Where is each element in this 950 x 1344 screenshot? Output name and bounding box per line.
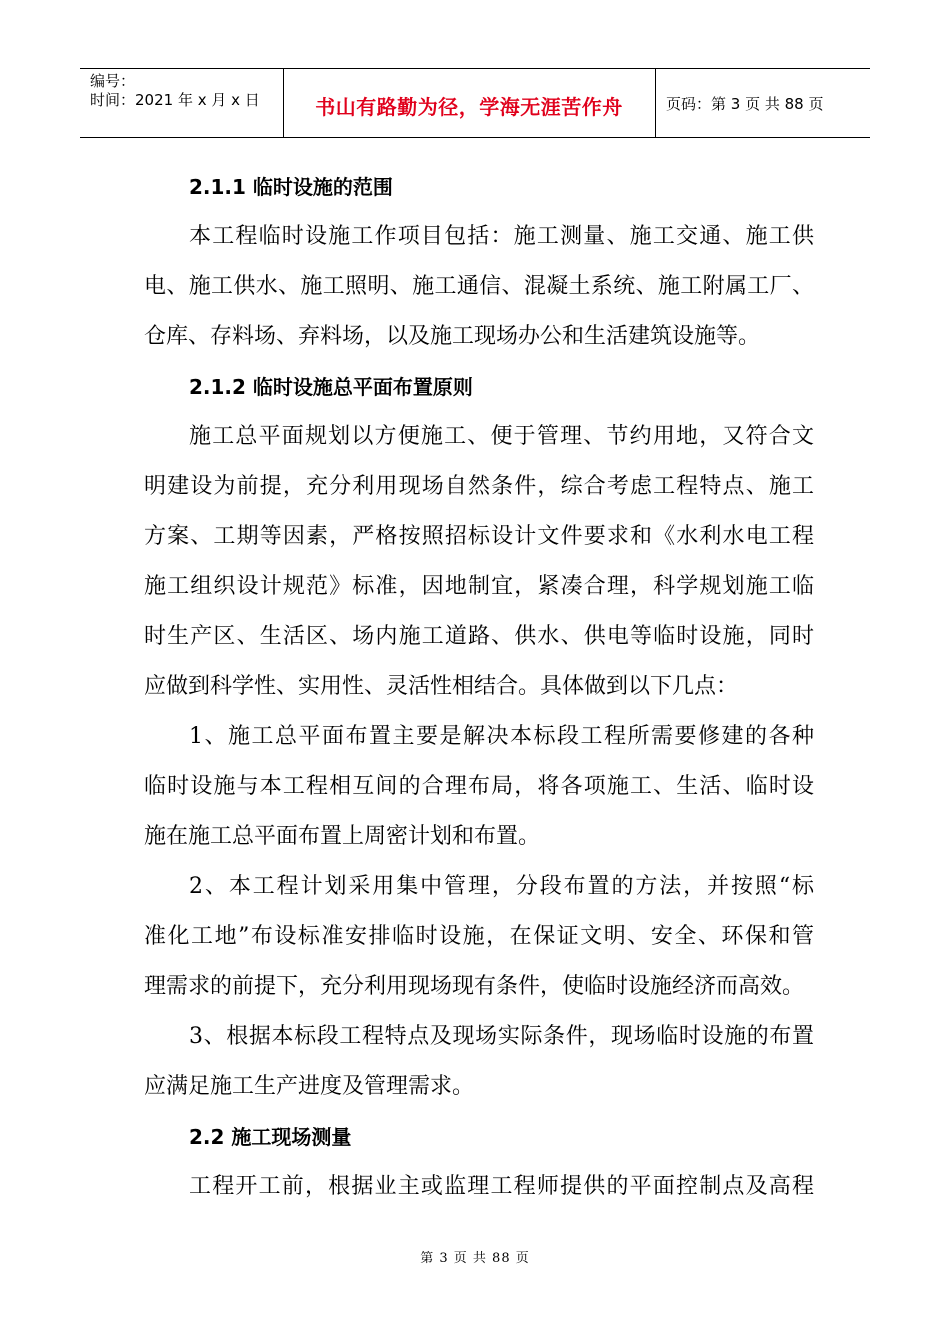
list-item-1-line: 临时设施与本工程相互间的合理布局，将各项施工、生活、临时设 (144, 774, 814, 799)
list-item-1-line: 施在施工总平面布置上周密计划和布置。 (144, 824, 541, 849)
list-item-3-line: 3、根据本标段工程特点及现场实际条件，现场临时设施的布置 (189, 1024, 814, 1049)
paragraph-line: 方案、工期等因素，严格按照招标设计文件要求和《水利水电工程 (144, 524, 814, 549)
document-number-label: 编号： (90, 72, 136, 90)
document-time-label: 时间：2021 年 x 月 x 日 (90, 91, 260, 109)
page-header (80, 68, 870, 138)
section-heading-2-1-2: 2.1.2 临时设施总平面布置原则 (189, 375, 473, 399)
list-item-2-line: 准化工地”布设标准安排临时设施，在保证文明、安全、环保和管 (144, 924, 814, 949)
page-footer: 第 3 页 共 88 页 (420, 1251, 530, 1266)
paragraph-line: 施工组织设计规范》标准，因地制宜，紧凑合理，科学规划施工临 (144, 574, 814, 599)
paragraph-line: 工程开工前，根据业主或监理工程师提供的平面控制点及高程 (189, 1174, 814, 1199)
paragraph-line: 本工程临时设施工作项目包括：施工测量、施工交通、施工供 (189, 224, 814, 249)
header-meta-cell (80, 69, 284, 137)
paragraph-line: 应做到科学性、实用性、灵活性相结合。具体做到以下几点： (144, 674, 739, 699)
paragraph-line: 施工总平面规划以方便施工、便于管理、节约用地，又符合文 (189, 424, 814, 449)
paragraph-line: 时生产区、生活区、场内施工道路、供水、供电等临时设施，同时 (144, 624, 814, 649)
header-page-cell (656, 69, 870, 137)
list-item-2-line: 理需求的前提下，充分利用现场现有条件，使临时设施经济而高效。 (144, 974, 805, 999)
header-page-label: 页码：第 3 页 共 88 页 (666, 95, 824, 113)
list-item-3-line: 应满足施工生产进度及管理需求。 (144, 1074, 475, 1099)
header-motto-cell (283, 69, 656, 137)
paragraph-line: 明建设为前提，充分利用现场自然条件，综合考虑工程特点、施工 (144, 474, 814, 499)
list-item-2-line: 2、本工程计划采用集中管理，分段布置的方法，并按照“标 (189, 874, 814, 899)
paragraph-line: 电、施工供水、施工照明、施工通信、混凝土系统、施工附属工厂、 (144, 274, 814, 299)
header-motto: 书山有路勤为径，学海无涯苦作舟 (315, 95, 623, 119)
list-item-1-line: 1、施工总平面布置主要是解决本标段工程所需要修建的各种 (189, 724, 814, 749)
document-body (144, 162, 814, 1212)
paragraph-line: 仓库、存料场、弃料场，以及施工现场办公和生活建筑设施等。 (144, 324, 761, 349)
section-heading-2-1-1: 2.1.1 临时设施的范围 (189, 175, 393, 199)
section-heading-2-2: 2.2 施工现场测量 (189, 1125, 352, 1149)
